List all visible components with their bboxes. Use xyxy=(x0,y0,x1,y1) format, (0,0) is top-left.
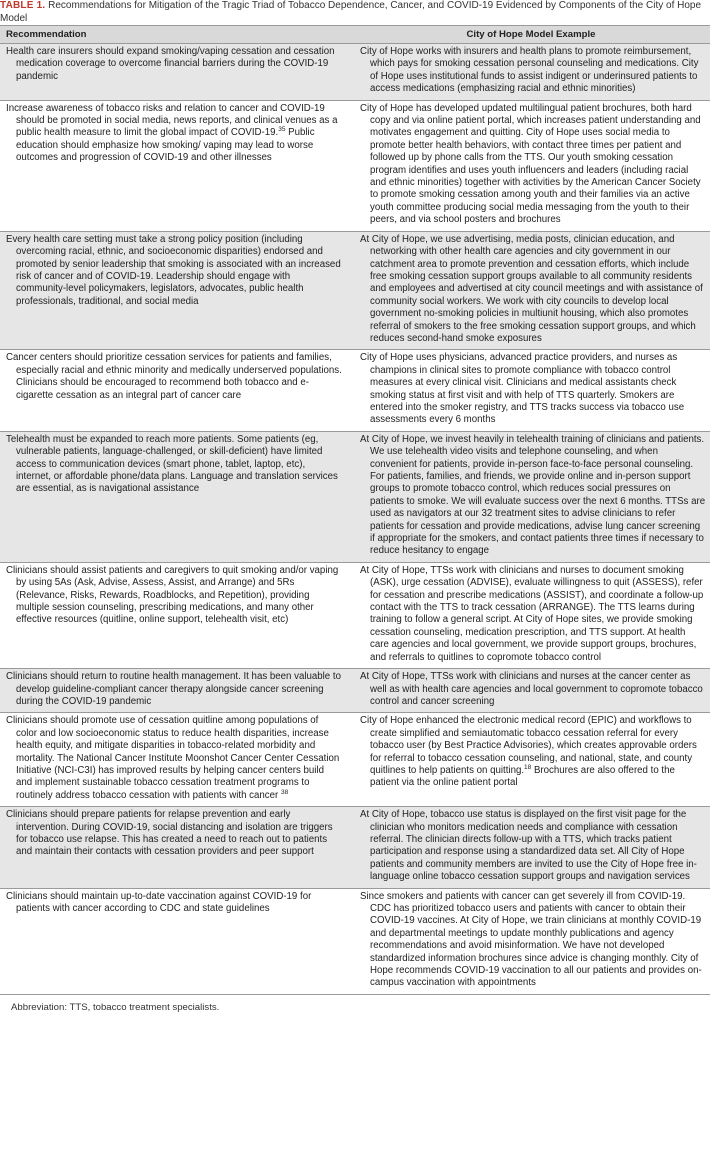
recommendation-cell: Clinicians should maintain up-to-date vaccination against COVID-19 for patients with cancer according to CDC and state guidelines xyxy=(0,888,352,994)
example-cell: At City of Hope, we use advertising, media posts, clinician education, and networking with other health care agencies and city government in our catchment area to promote prevention and cessation efforts, which include free smoking cessation support groups available to all community residents and employees and advertised at city council meetings and with assistance of community social workers. We work with city councils to develop local government no-smoking policies in multiunit housing, which also promotes referral of smokers to the free smoking cessation support groups, and which reduces second-hand smoke exposures xyxy=(352,231,710,350)
recommendation-cell: Telehealth must be expanded to reach more patients. Some patients (eg, vulnerable patients, language-challenged, or skill-deficient) have limited access to communication devices (smart phone, tablet, laptop, etc), internet, or affordable phone/data plans. Language and translation services are essential, as is navigational assistance xyxy=(0,431,352,562)
table-row xyxy=(0,807,710,888)
citation: 35 xyxy=(278,126,286,134)
table-label: TABLE 1. xyxy=(0,0,46,11)
citation: 18 xyxy=(524,763,532,771)
example-cell: At City of Hope, we invest heavily in telehealth training of clinicians and patients. We use telehealth video visits and telephone counseling, and when convenient for patients, provide in-person face-to-face personal counseling. For patients, families, and friends, we provide online and in-person support groups to promote tobacco control, which reduces social pressures on patients to smoke. We will evaluate success over the next 6 months. TTSs are used as navigators at our 32 treatment sites to advise clinicians to refer patients for cessation and provide medications, advise lung cancer screening if appropriate for the smokers, and contact patients three times if necessary to reduce hesitancy to engage xyxy=(352,431,710,562)
table-caption xyxy=(0,0,710,25)
example-cell: City of Hope enhanced the electronic medical record (EPIC) and workflows to create simplified and semiautomatic tobacco cessation referral for every tobacco user (by Best Practice Advisories), which creates approvable orders for referral to tobacco cessation counseling, and national, state, and county quitlines to help patients on quitting.$^{18}$ Brochures are also offered to the patient via the online patient portal xyxy=(352,713,710,807)
example-cell: City of Hope uses physicians, advanced practice providers, and nurses as champions in clinical sites to promote compliance with tobacco control measures at every clinical visit. Clinicians and medical assistants check smoking status at first visit and with help of TTS quarterly. Smokers are entered into the smoker registry, and TTS tracks success via tobacco use assessments every 6 months xyxy=(352,350,710,431)
table-row xyxy=(0,431,710,562)
table-footnote: Abbreviation: TTS, tobacco treatment specialists. xyxy=(11,1001,220,1013)
table-row xyxy=(0,888,710,994)
example-cell: At City of Hope, tobacco use status is displayed on the first visit page for the clinician who monitors medication needs and compliance with cessation referral. The clinician directs follow-up with a TTS, which tracks patient participation and response using a standardized data set. All City of Hope patients and community members are invited to use the City of Hope free in-language online tobacco cessation support groups and navigation services xyxy=(352,807,710,888)
header-recommendation: Recommendation xyxy=(0,26,352,44)
recommendation-cell: Clinicians should prepare patients for relapse prevention and early intervention. During COVID-19, social distancing and isolation are triggers for tobacco use relapse. This has created a need to reach out to patients and maintain their contacts with cessation providers and peer support xyxy=(0,807,352,888)
table-row xyxy=(0,350,710,431)
table-row xyxy=(0,669,710,713)
table-row xyxy=(0,562,710,668)
recommendation-cell: Clinicians should promote use of cessation quitline among populations of color and low socioeconomic status to reduce health disparities, increase health equity, and mitigate disparities in tobacco-related morbidity and mortality. The National Cancer Institute Moonshot Cancer Center Cessation Initiative (NCI-C3I) has improved results by helping cancer centers build and implement sustainable tobacco cessation treatment programs to routinely address tobacco cessation with patients with cancer $^{38}$ xyxy=(0,713,352,807)
recommendation-cell: Clinicians should return to routine health management. It has been valuable to develop guideline-compliant cancer therapy alongside cancer screening during the COVID-19 pandemic xyxy=(0,669,352,713)
recommendation-cell: Cancer centers should prioritize cessation services for patients and families, especially racial and ethnic minority and medically underserved populations. Clinicians should be encouraged to recommend both tobacco and e-cigarette cessation as an integral part of cancer care xyxy=(0,350,352,431)
example-cell: At City of Hope, TTSs work with clinicians and nurses to document smoking (ASK), urge cessation (ADVISE), evaluate willingness to quit (ASSESS), refer for cessation and prescribe medications (ASSIST), and coordinate a follow-up contact with the TTS to track cessation (ARRANGE). The TTS learns during training to follow a general script. At City of Hope sites, we provide smoking cessation counseling, medication prescription, and TTS support. At health care agencies and local government, we provide support groups, brochures, and referrals to quitlines to copromote tobacco control xyxy=(352,562,710,668)
citation: 38 xyxy=(280,788,289,796)
recommendation-cell: Clinicians should assist patients and caregivers to quit smoking and/or vaping by using 5As (Ask, Advise, Assess, Assist, and Arrange) and 5Rs (Relevance, Risks, Rewards, Roadblocks, and Repetition), providing multiple session counseling, prescribing medications, and many other effective resources (quitline, online support, telehealth visit, etc) xyxy=(0,562,352,668)
table-row xyxy=(0,44,710,101)
example-cell: City of Hope has developed updated multilingual patient brochures, both hard copy and via online patient portal, which increases patient understanding and motivates engagement and quitting. City of Hope uses social media to promote better health behaviors, with contact three times per patient and followed up by phone calls from the TTS. Our youth smoking cessation program identifies and uses youth influencers and leaders (including racial and ethnic minorities) together with activities by the American Cancer Society to promote smoking cessation among youth and their families via an active youth committee producing social media messaging from the youth to their peers, and via school posters and brochures xyxy=(352,100,710,231)
recommendations-table xyxy=(0,25,710,995)
example-cell: Since smokers and patients with cancer can get severely ill from COVID-19. CDC has prioritized tobacco users and patients with cancer to obtain their COVID-19 vaccines. At City of Hope, we train clinicians at monthly COVID-19 and departmental meetings to update monthly publications and agency recommendations and avoid misinformation. We have not developed standardized information brochures since advice is changing monthly. City of Hope recommends COVID-19 vaccination to all our patients and provides on-campus vaccination with appointments xyxy=(352,888,710,994)
table-caption-text: Recommendations for Mitigation of the Tragic Triad of Tobacco Dependence, Cancer, and COVID-19 Evidenced by Components of the City of Hope Model xyxy=(0,0,702,24)
table-header-row xyxy=(0,26,710,44)
table-row xyxy=(0,231,710,350)
recommendation-cell: Every health care setting must take a strong policy position (including overcoming racial, ethnic, and socioeconomic disparities) endorsed and promoted by senior leadership that smoking is associated with an increased risk of cancer and of COVID-19. Leadership should engage with community-level policymakers, legislators, advocates, public health professionals, traditional, and social media xyxy=(0,231,352,350)
header-example: City of Hope Model Example xyxy=(352,26,710,44)
recommendation-cell: Increase awareness of tobacco risks and relation to cancer and COVID-19 should be promoted in social media, news reports, and clinical venues as a public health measure to limit the global impact of COVID-19.35 Public education should emphasize how smoking/ vaping may lead to worse outcomes and progression of COVID-19 and other illnesses xyxy=(0,100,352,231)
example-cell: City of Hope works with insurers and health plans to promote reimbursement, which pays for smoking cessation personal counseling and medications. City of Hope uses institutional funds to assist indigent or underinsured patients to access medications (emphasizing racial and ethnic minorities) xyxy=(352,44,710,101)
table-row xyxy=(0,713,710,807)
recommendation-cell: Health care insurers should expand smoking/vaping cessation and cessation medication coverage to overcome financial barriers during the COVID-19 pandemic xyxy=(0,44,352,101)
example-cell: At City of Hope, TTSs work with clinicians and nurses at the cancer center as well as with health care agencies and local government to copromote tobacco control and cancer screening xyxy=(352,669,710,713)
table-row xyxy=(0,100,710,231)
